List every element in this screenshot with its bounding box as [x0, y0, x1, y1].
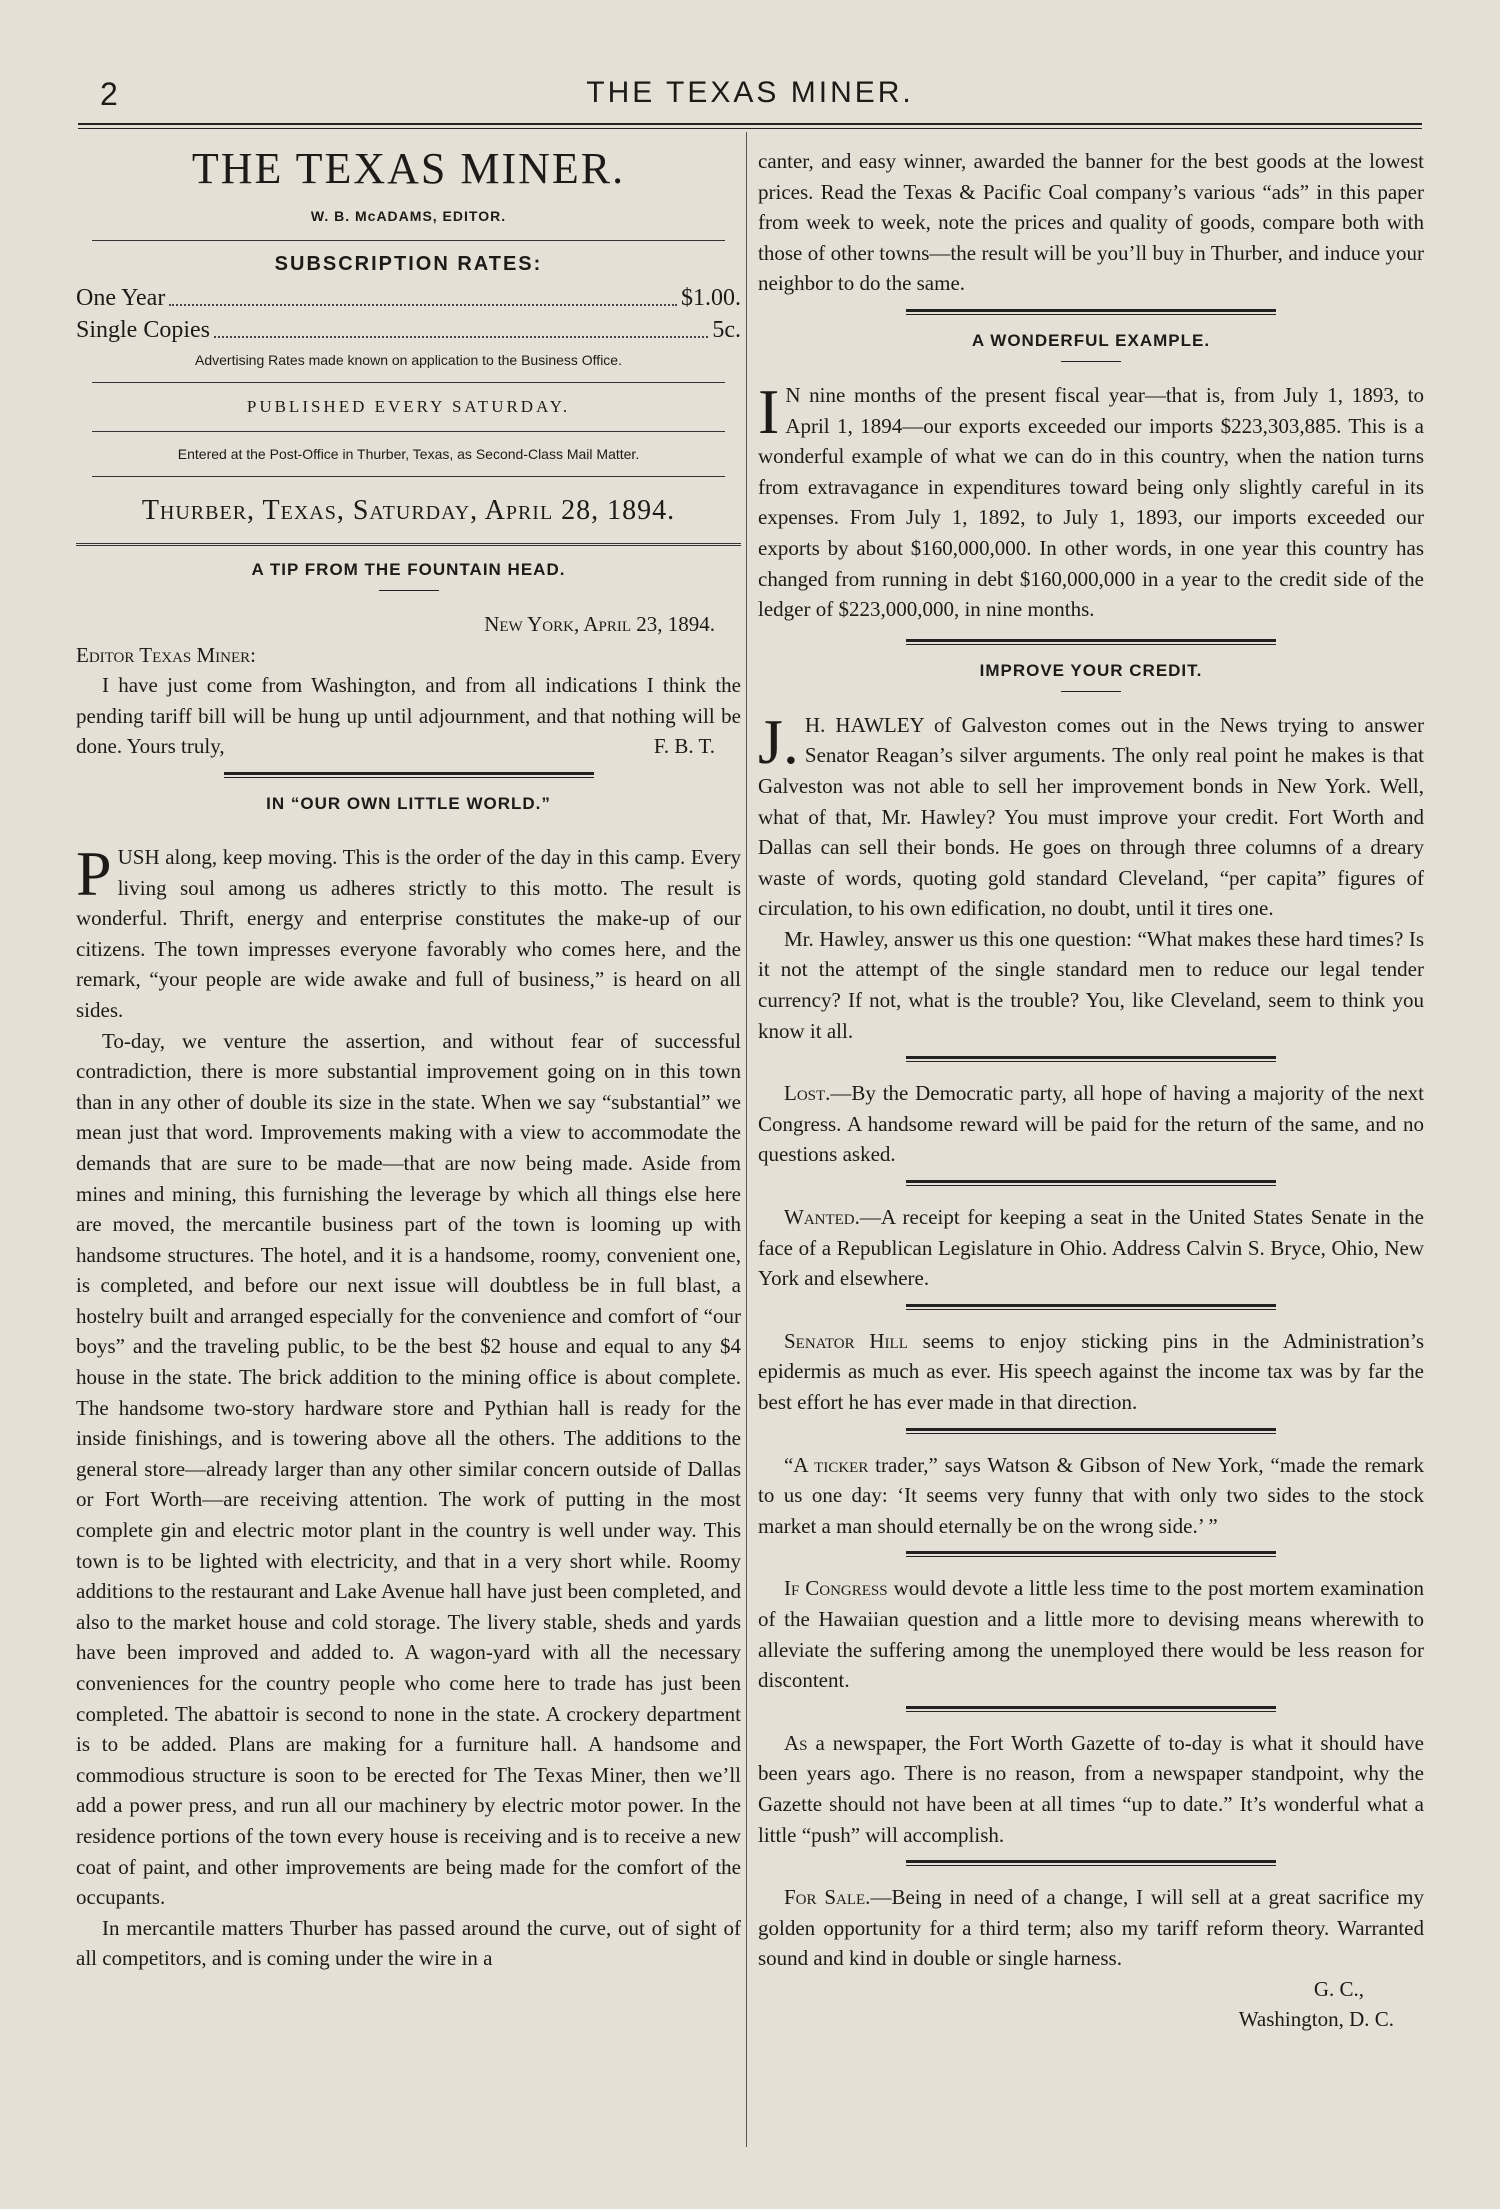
place-date: New York, April 23, 1894. — [484, 612, 715, 636]
bold-rule — [906, 1860, 1276, 1866]
short-rule — [1061, 361, 1121, 362]
news-item: Lost.—By the Democratic party, all hope of having a majority of the next Congress. A handsome reward will be paid for the return of the same, and no questions asked. — [758, 1081, 1424, 1167]
leader-dots — [169, 282, 677, 306]
rate-price: $1.00. — [681, 285, 741, 311]
news-item: “A ticker trader,” says Watson & Gibson of New York, “made the remark to us one day: ‘It seems very funny that with only two sides to the stock market a man should eternally be on the wrong side.’ ” — [758, 1452, 1424, 1538]
drop-cap: P — [76, 837, 112, 909]
article-heading: A TIP FROM THE FOUNTAIN HEAD. — [251, 560, 566, 579]
article-paragraph: Mr. Hawley, answer us this one question: “What makes these hard times? Is it not the attempt of the single standard men to reduce our legal tender currency? If not, what is the trouble? You, like Cleveland, seem to think you know it all. — [758, 926, 1424, 1043]
rate-label: Single Copies — [76, 317, 211, 343]
news-item: As a newspaper, the Fort Worth Gazette of to-day is what it should have been years ago. There is no reason, from a newspaper standpoint, why the Gazette should not have been at all times “up to date.” It’s wonderful what a little “push” will accomplish. — [758, 1730, 1424, 1847]
article-paragraph: PUSH along, keep moving. This is the order of the day in this camp. Every living soul among us adheres strictly to this motto. The result is wonderful. Thrift, energy and enterprise constitutes the make-up of our citizens. The town impresses everyone favorably who comes here, and the remark, “your people are wide awake and full of business,” is heard on all sides. — [76, 837, 741, 1022]
divider — [92, 240, 725, 241]
page-number: 2 — [100, 76, 118, 112]
divider — [92, 476, 725, 477]
header-rule — [78, 123, 1422, 125]
salutation: Editor Texas Miner: — [76, 642, 257, 667]
rate-label: One Year — [76, 285, 166, 311]
dateline: Thurber, Texas, Saturday, April 28, 1894. — [141, 495, 676, 526]
article-paragraph-continued: canter, and easy winner, awarded the banner for the best goods at the lowest prices. Read the Texas & Pacific Coal company’s various “ads” in this paper from week to week, note the prices and quality of goods, compare both with those of other towns—the result will be you’ll buy in Thurber, and induce your neighbor to do the same. — [758, 149, 1424, 296]
bold-rule — [224, 772, 594, 778]
article-heading: IMPROVE YOUR CREDIT. — [979, 660, 1203, 680]
news-item: Wanted.—A receipt for keeping a seat in the United States Senate in the face of a Republican Legislature in Ohio. Address Calvin S. Bryce, Ohio, New York and elsewhere. — [758, 1205, 1424, 1291]
bold-rule — [906, 1056, 1276, 1062]
article-heading: IN “OUR OWN LITTLE WORLD.” — [266, 793, 551, 813]
bold-rule — [906, 309, 1276, 315]
letter-body: I have just come from Washington, and from all indications I think the pending tariff bill will be hung up until adjournment, and that nothing will be done. Yours truly, F. B. T. — [76, 670, 741, 762]
news-item: If Congress would devote a little less time to the post mortem examination of the Hawaiian question and a little more to devising means wherewith to alleviate the suffering among the unemployed there would be less reason for discontent. — [758, 1576, 1424, 1693]
rate-price: 5c. — [712, 317, 741, 343]
article-paragraph: In mercantile matters Thurber has passed around the curve, out of sight of all competitors, and is coming under the wire in a — [76, 1915, 741, 1971]
advertising-note: Advertising Rates made known on application to the Business Office. — [195, 352, 622, 368]
bold-rule — [906, 1180, 1276, 1186]
sign-off-place: Washington, D. C. — [1238, 2006, 1394, 2031]
published-note: PUBLISHED EVERY SATURDAY. — [246, 397, 571, 416]
bold-rule — [906, 1706, 1276, 1712]
article-paragraph: J. H. HAWLEY of Galveston comes out in the News trying to answer Senator Reagan’s silver arguments. The only real point he makes is that Galveston was not able to sell her improvement bonds in New York. Well, what of that, Mr. Hawley? You must improve your credit. Fort Worth and Dallas can sell their bonds. He goes on through three columns of a dreary waste of words, quoting gold standard Cleveland, “per capita” figures of circulation, to his own edification, no doubt, until it tires one. — [758, 705, 1424, 921]
article-heading: A WONDERFUL EXAMPLE. — [971, 330, 1211, 350]
header-rule-thin — [78, 128, 1422, 129]
article-paragraph: To-day, we venture the assertion, and without fear of successful contradiction, there is more substantial improvement going on in this town than in any other of double its size in the state. When we say “substantial” we mean just that word. Improvements making with a view to accommodate the demands that are sure to be made—that are now being made. Aside from mines and mining, this furnishing the leverage by which all things else here are moved, the mercantile business part of the town is looming up with handsome structures. The hotel, and it is a handsome, roomy, convenient one, is completed, and before our next issue will doubtless be in full blast, a hostelry built and arranged especially for the convenience and comfort of “our boys” and the traveling public, to be the best $2 house and equal to any $4 house in the state. The brick addition to the mining office is about complete. The handsome two-story hardware store and Pythian hall is ready for the inside finishings, and is towering above all the others. The additions to the general store—already larger than any other similar concern outside of Dallas or Fort Worth—are receiving attention. The work of putting in the most complete gin and electric motor plant in the country is well under way. This town is to be lighted with electricity, and that in a very short while. Roomy additions to the restaurant and Lake Avenue hall have just been completed, and also to the market house and cold storage. The livery stable, sheds and yards have been improved and added to. A wagon-yard with all the necessary conveniences for the country people who come here to trade has just been completed. The abattoir is second to none in the state. A crockery department is to be added. Plans are making for a furniture hall. A handsome and commodious structure is soon to be erected for The Texas Miner, then we’ll add a power press, and run all our machinery by electric motor power. In the residence portions of the town every house is receiving and is to receive a new coat of paint, and other improvements are being made for the comfort of the occupants. — [76, 1028, 741, 1910]
rate-row — [76, 282, 741, 314]
divider — [92, 431, 725, 432]
bold-rule — [906, 1551, 1276, 1557]
article-paragraph: I N nine months of the present fiscal year—that is, from July 1, 1893, to April 1, 1894—our exports exceeded our imports $223,303,885. This is a wonderful example of what we can do in this country, when the nation turns from extravagance in expenditures toward being only slightly careful in its expenses. From July 1, 1892, to July 1, 1893, our imports exceeded our exports by about $160,000,000. In other words, in one year this country has changed from running in debt $160,000,000 in a year to the credit side of the ledger of $223,000,000, in nine months. — [758, 375, 1424, 622]
right-column — [758, 132, 1424, 2034]
drop-cap: J. — [758, 705, 799, 777]
closing: Yours truly, — [126, 734, 225, 759]
running-header — [0, 76, 1500, 116]
editor-line: W. B. McADAMS, EDITOR. — [310, 208, 507, 224]
left-column — [76, 132, 741, 1974]
divider — [92, 382, 725, 383]
news-item: Senator Hill seems to enjoy sticking pins in the Administration’s epidermis as much as ever. His speech against the income tax was by far the best effort he has ever made in that direction. — [758, 1328, 1425, 1414]
drop-cap: I — [758, 375, 780, 447]
column-divider — [746, 132, 747, 2147]
entered-note: Entered at the Post-Office in Thurber, Texas, as Second-Class Mail Matter. — [177, 446, 640, 462]
short-rule — [1061, 691, 1121, 692]
bold-rule — [906, 639, 1276, 645]
short-rule — [379, 590, 439, 591]
subscription-heading: SUBSCRIPTION RATES: — [274, 253, 543, 275]
leader-dots — [214, 314, 708, 338]
news-item: For Sale.—Being in need of a change, I will sell at a great sacrifice my golden opportunity for a third term; also my tariff reform theory. Warranted sound and kind in double or single harness. — [758, 1885, 1424, 1971]
rate-row — [76, 314, 741, 346]
running-title: THE TEXAS MINER. — [586, 76, 914, 109]
bold-rule — [906, 1428, 1276, 1434]
bold-rule — [906, 1304, 1276, 1310]
sign-off-initials: G. C., — [1313, 1976, 1364, 2001]
double-rule — [76, 543, 741, 546]
masthead-title: THE TEXAS MINER. — [191, 144, 626, 193]
signature: F. B. T. — [653, 734, 715, 759]
